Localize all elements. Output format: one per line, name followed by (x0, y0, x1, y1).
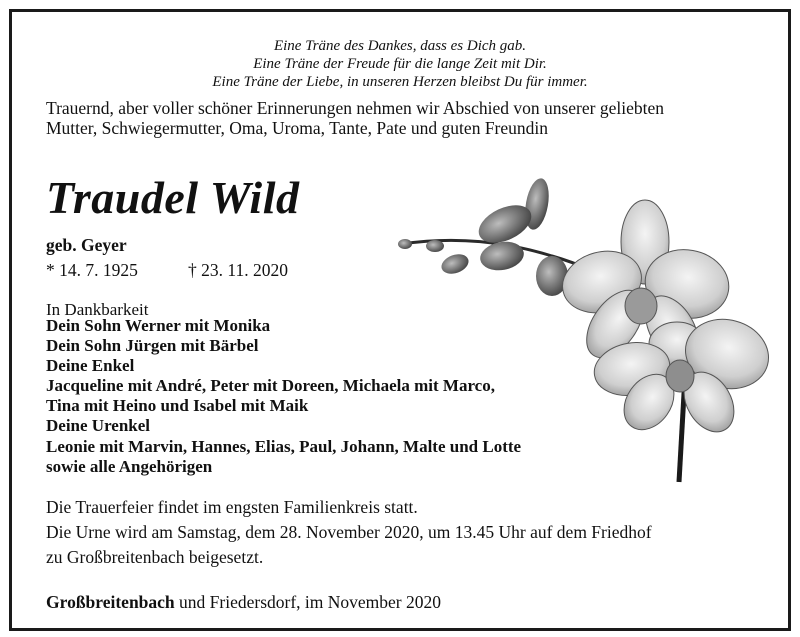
family-line: Leonie mit Marvin, Hannes, Elias, Paul, Johann, Malte und Lotte (46, 436, 522, 456)
deceased-name: Traudel Wild (46, 172, 300, 223)
closing-place: Großbreitenbach (46, 592, 175, 612)
intro-text (46, 98, 786, 138)
service-info (46, 495, 786, 570)
obituary-frame (9, 9, 791, 631)
family-line: Jacqueline mit André, Peter mit Doreen, Michaela mit Marco, (46, 376, 495, 396)
family-line: Tina mit Heino und Isabel mit Maik (46, 396, 309, 416)
closing-rest: und Friedersdorf, im November 2020 (174, 592, 442, 612)
poem-line: Eine Träne der Liebe, in unseren Herzen bleibst Du für immer. (212, 74, 588, 90)
family-line: sowie alle Angehörigen (46, 456, 213, 476)
intro-line: Mutter, Schwiegermutter, Oma, Uroma, Tante, Pate und guten Freundin (46, 118, 549, 138)
family-line: Deine Enkel (46, 356, 135, 376)
poem (12, 37, 788, 91)
family-line: Dein Sohn Werner mit Monika (46, 316, 271, 335)
service-line: Die Urne wird am Samstag, dem 28. November 2020, um 13.45 Uhr auf dem Friedhof (46, 522, 652, 542)
poem-line: Eine Träne der Freude für die lange Zeit mit Dir. (253, 56, 547, 72)
family-line: Dein Sohn Jürgen mit Bärbel (46, 336, 259, 356)
service-line: zu Großbreitenbach beigesetzt. (46, 547, 264, 567)
poem-line: Eine Träne des Dankes, dass es Dich gab. (273, 38, 527, 54)
maiden-name: geb. Geyer (46, 235, 127, 255)
orchid-icon (387, 164, 777, 484)
thanks-line: In Dankbarkeit (46, 300, 149, 319)
service-line: Die Trauerfeier findet im engsten Familienkreis statt. (46, 497, 418, 517)
closing-line (46, 591, 441, 613)
death-date: † 23. 11. 2020 (188, 260, 288, 280)
family-line: Deine Urenkel (46, 416, 151, 436)
intro-line: Trauernd, aber voller schöner Erinnerungen nehmen wir Abschied von unserer geliebten (46, 98, 664, 118)
birth-date: * 14. 7. 1925 (46, 260, 138, 280)
